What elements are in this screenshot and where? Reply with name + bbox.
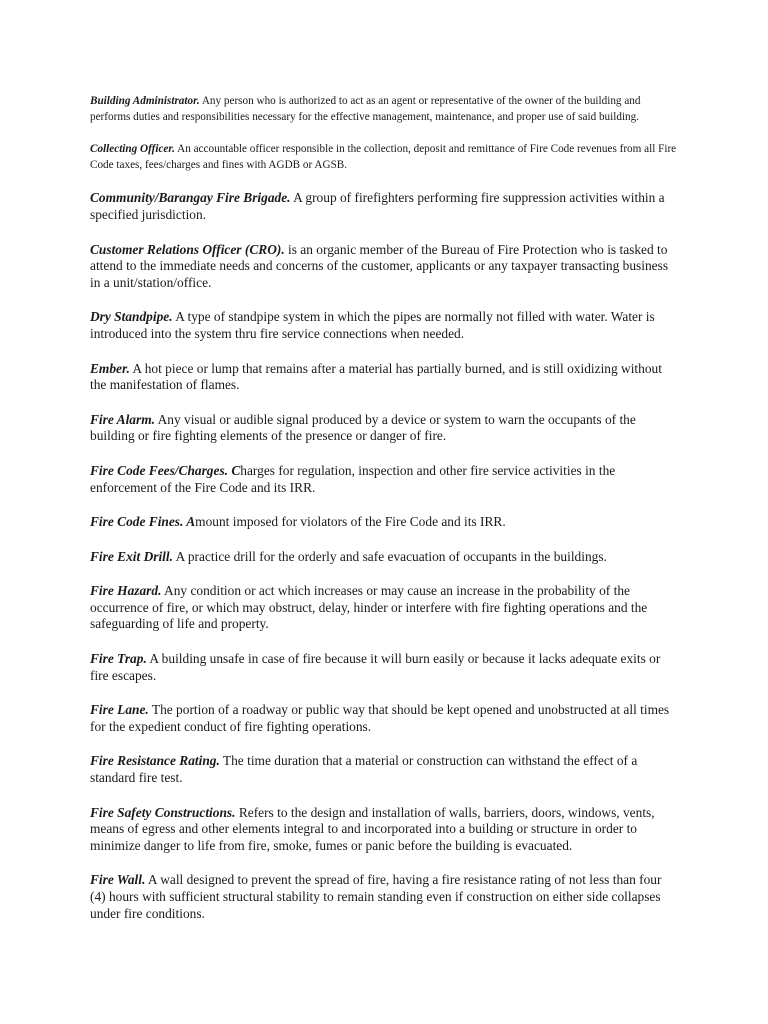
definition-fire-lane [90, 702, 680, 735]
term: Fire Resistance Rating. [90, 753, 220, 769]
definition-text: A hot piece or lump that remains after a material has partially burned, and is still oxidizing without the manifestation of flames. [90, 360, 662, 393]
definition-text: A building unsafe in case of fire because it will burn easily or because it lacks adequate exits or fire escapes. [90, 651, 661, 683]
definition-ember [90, 361, 680, 394]
definition-fire-code-fees-charges [90, 463, 680, 496]
term: Fire Hazard. [90, 583, 162, 599]
term: Fire Wall. [90, 872, 146, 888]
definition-text: Refers to the design and installation of walls, barriers, doors, windows, vents, means of egress and other elements integral to and incorporated into a building or structure in order to minimize danger to life from fire, smoke, fumes or panic before the building is evacuated. [90, 804, 655, 853]
term: Fire Safety Constructions. [90, 804, 236, 820]
definition-fire-alarm [90, 412, 680, 445]
definition-text: The time duration that a material or construction can withstand the effect of a standard fire test. [90, 753, 638, 786]
term: Fire Code Fines. A [90, 514, 196, 530]
definition-text: A group of firefighters performing fire suppression activities within a specified jurisdiction. [90, 190, 665, 222]
term: Ember. [90, 360, 130, 376]
definition-community-barangay-fire-brigade [90, 190, 680, 223]
term: Community/Barangay Fire Brigade. [90, 190, 291, 206]
definition-text: Any visual or audible signal produced by a device or system to warn the occupants of the building or fire fighting elements of the presence or danger of fire. [90, 411, 636, 444]
definition-text: is an organic member of the Bureau of Fire Protection who is tasked to attend to the immediate needs and concerns of the customer, applicants or any taxpayer transacting business in a unit/station/office. [90, 241, 669, 290]
definition-text: harges for regulation, inspection and other fire service activities in the enforcement of the Fire Code and its IRR. [90, 462, 616, 495]
definition-text: A practice drill for the orderly and safe evacuation of occupants in the buildings. [172, 548, 607, 564]
definition-text: Any person who is authorized to act as an agent or representative of the owner of the building and performs duties and responsibilities necessary for the effective management, maintenance, and proper use of said building. [90, 95, 641, 123]
term: Building Administrator. [90, 95, 200, 107]
term: Fire Alarm. [90, 411, 155, 427]
definition-text: Any condition or act which increases or may cause an increase in the probability of the occurrence of fire, or which may obstruct, delay, hinder or interfere with fire fighting operations and the safeguarding of life and property. [90, 583, 648, 632]
definition-dry-standpipe [90, 309, 680, 342]
definition-building-administrator [90, 94, 680, 125]
term: Customer Relations Officer (CRO). [90, 241, 285, 257]
definition-fire-resistance-rating [90, 753, 680, 786]
definition-collecting-officer [90, 142, 680, 173]
definition-text: A type of standpipe system in which the pipes are normally not filled with water. Water is introduced into the system thru fire service connections when needed. [90, 309, 655, 341]
definition-text: An accountable officer responsible in the collection, deposit and remittance of Fire Code revenues from all Fire Code taxes, fees/charges and fines with AGDB or AGSB. [90, 143, 677, 171]
definition-text: The portion of a roadway or public way that should be kept opened and unobstructed at all times for the expedient conduct of fire fighting operations. [90, 702, 670, 734]
definition-fire-hazard [90, 583, 680, 633]
definition-fire-wall [90, 872, 680, 922]
definition-fire-code-fines [90, 514, 680, 531]
definition-text: mount imposed for violators of the Fire Code and its IRR. [195, 514, 506, 530]
definition-text: A wall designed to prevent the spread of fire, having a fire resistance rating of not less than four (4) hours with sufficient structural stability to remain standing even if construction on either side collapses under fire conditions. [90, 872, 662, 921]
definition-fire-exit-drill [90, 549, 680, 566]
definition-fire-safety-constructions [90, 805, 680, 855]
term: Collecting Officer. [90, 143, 175, 156]
term: Fire Trap. [90, 651, 147, 667]
term: Fire Code Fees/Charges. C [90, 462, 241, 478]
term: Fire Exit Drill. [90, 548, 173, 564]
term: Dry Standpipe. [90, 309, 173, 325]
definition-fire-trap [90, 651, 680, 684]
definition-customer-relations-officer [90, 242, 680, 292]
term: Fire Lane. [90, 702, 149, 718]
